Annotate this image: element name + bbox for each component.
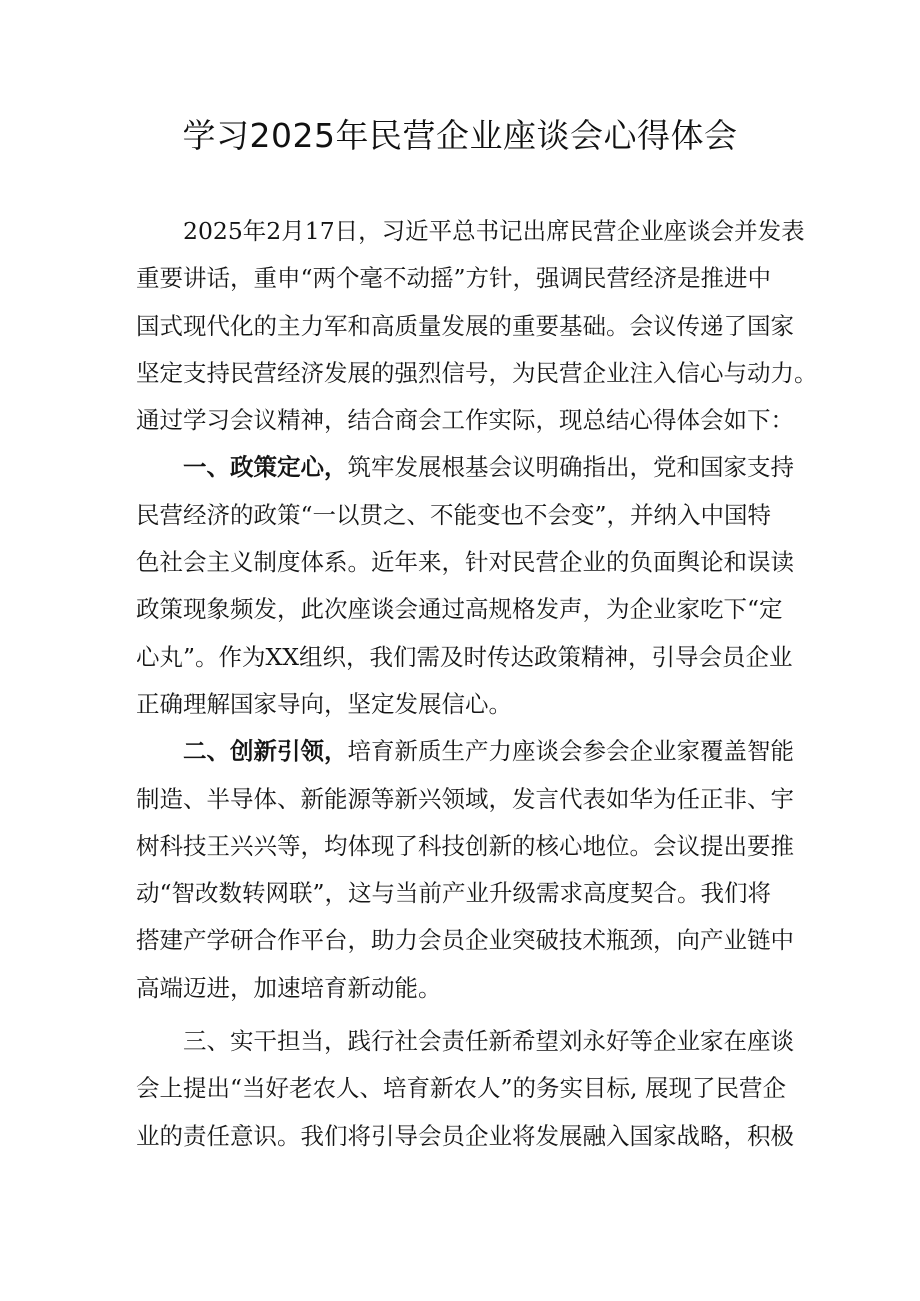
paragraph-responsibility xyxy=(136,1018,796,1160)
paragraph-innovation xyxy=(136,728,796,1012)
text-line: 坚定支持民营经济发展的强烈信号，为民营企业注入信心与动力。 xyxy=(136,358,818,387)
text-line xyxy=(136,728,796,775)
text-line: 高端迈进，加速培育新动能。 xyxy=(136,973,442,1002)
text-line: 国式现代化的主力军和高质量发展的重要基础。会议传递了国家 xyxy=(136,311,794,340)
text-line: 民营经济的政策“一以贯之、不能变也不会变”，并纳入中国特 xyxy=(136,500,772,529)
text-line: 政策现象频发，此次座谈会通过高规格发声，为企业家吃下“定 xyxy=(136,595,783,624)
text-line: 2025年2月17日，习近平总书记出席民营企业座谈会并发表 xyxy=(183,217,805,245)
text-line: 三、实干担当，践行社会责任新希望刘永好等企业家在座谈 xyxy=(183,1027,794,1056)
text-line: 树科技王兴兴等，均体现了科技创新的核心地位。会议提出要推 xyxy=(136,831,794,860)
text-run: 筑牢发展根基会议明确指出，党和国家支持 xyxy=(347,453,794,482)
section-heading: 二、创新引领， xyxy=(183,737,348,766)
document-title: 学习2025年民营企业座谈会心得体会 xyxy=(182,116,738,155)
text-line: 通过学习会议精神，结合商会工作实际，现总结心得体会如下： xyxy=(136,406,794,435)
text-line: 搭建产学研合作平台，助力会员企业突破技术瓶颈，向产业链中 xyxy=(136,926,794,955)
text-line: 制造、半导体、新能源等新兴领域，发言代表如华为任正非、宇 xyxy=(136,784,794,813)
text-line xyxy=(136,444,796,491)
text-line: 业的责任意识。我们将引导会员企业将发展融入国家战略，积极 xyxy=(136,1121,794,1150)
paragraph-policy xyxy=(136,444,796,728)
text-line: 会上提出“当好老农人、培育新农人”的务实目标, 展现了民营企 xyxy=(136,1074,786,1103)
document-body xyxy=(136,208,818,1160)
text-line: 动“智改数转网联”，这与当前产业升级需求高度契合。我们将 xyxy=(136,879,772,908)
text-run: 培育新质生产力座谈会参会企业家覆盖智能 xyxy=(347,737,794,766)
section-heading: 一、政策定心， xyxy=(183,453,348,482)
text-line: 色社会主义制度体系。近年来，针对民营企业的负面舆论和误读 xyxy=(136,548,794,577)
text-line: 正确理解国家导向，坚定发展信心。 xyxy=(136,689,512,718)
text-line: 重要讲话，重申“两个毫不动摇”方针，强调民营经济是推进中 xyxy=(136,264,772,293)
text-line: 心丸”。作为XX组织，我们需及时传达政策精神，引导会员企业 xyxy=(136,642,793,671)
paragraph-intro xyxy=(136,208,818,444)
